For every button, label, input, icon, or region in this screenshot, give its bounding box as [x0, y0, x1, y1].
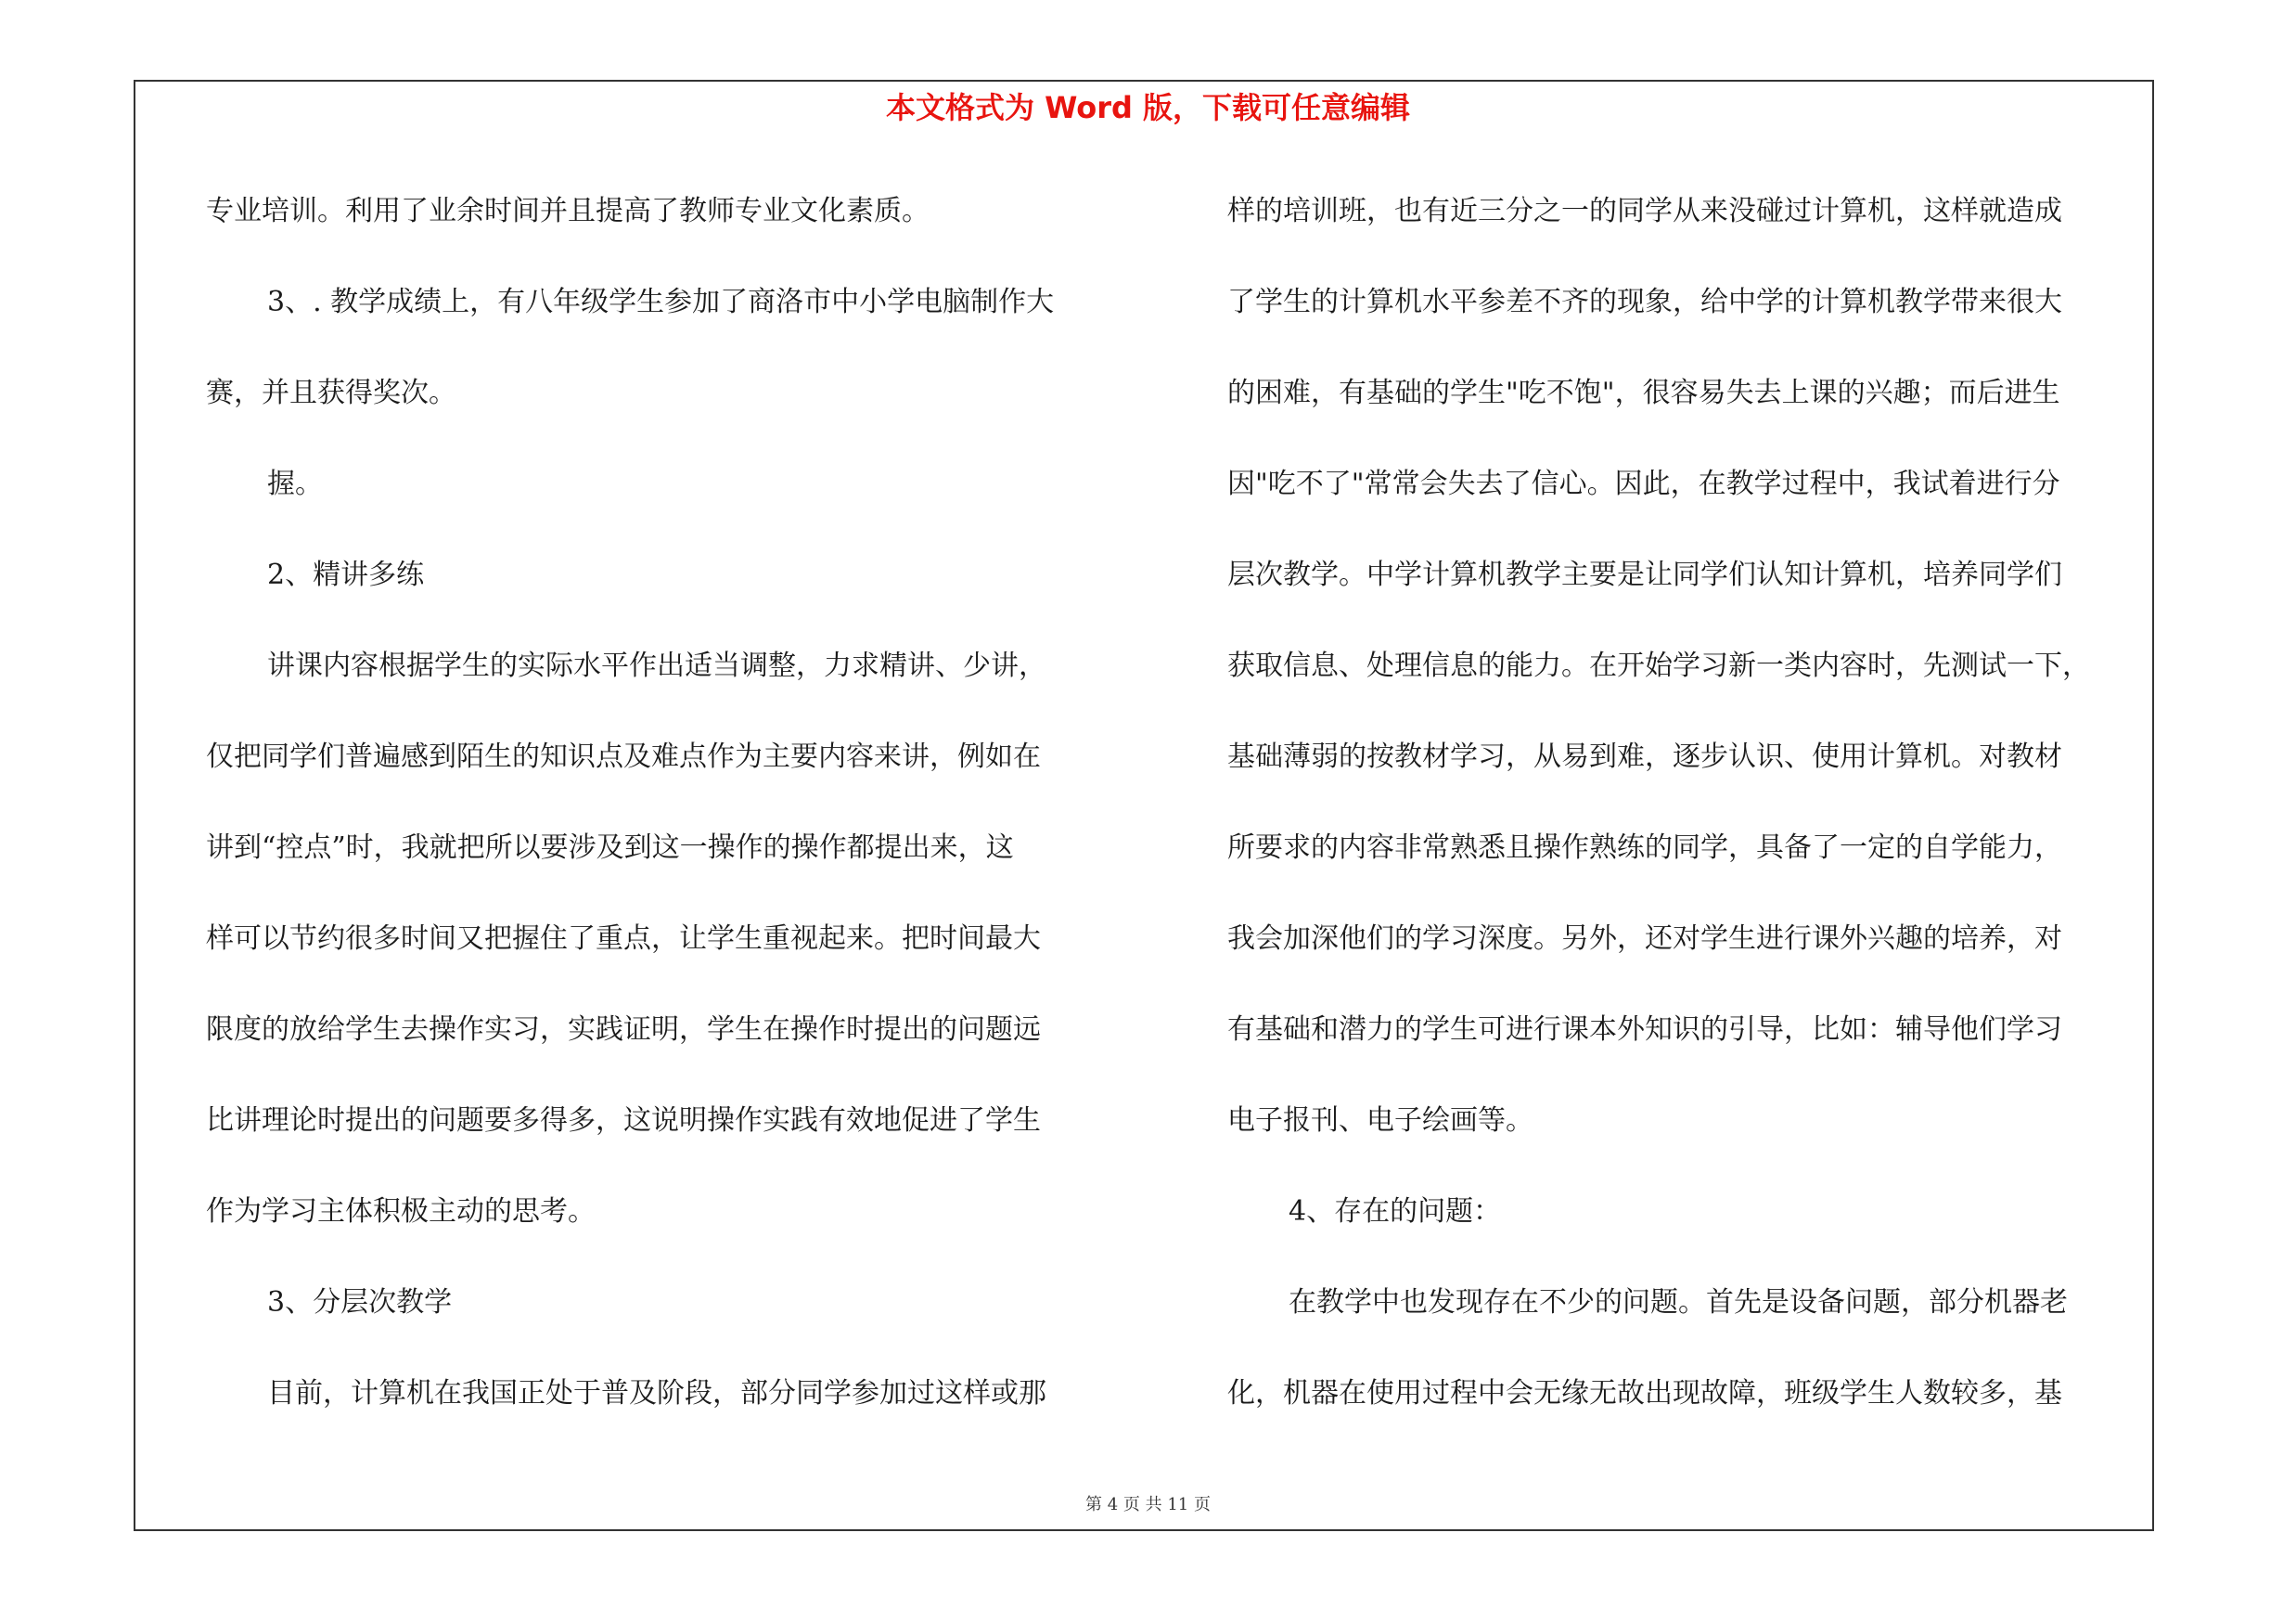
paragraph-line: 有基础和潜力的学生可进行课本外知识的引导，比如：辅导他们学习 — [1227, 1013, 2062, 1046]
paragraph-line: 化，机器在使用过程中会无缘无故出现故障，班级学生人数较多，基 — [1227, 1377, 2062, 1410]
page-number-footer: 第 4 页 共 11 页 — [1085, 1495, 1211, 1514]
document-banner: 本文格式为 Word 版，下载可任意编辑 — [885, 90, 1411, 125]
paragraph-line: 样的培训班，也有近三分之一的同学从来没碰过计算机，这样就造成 — [1227, 195, 2062, 227]
paragraph-line: 比讲理论时提出的问题要多得多，这说明操作实践有效地促进了学生 — [206, 1104, 1041, 1137]
paragraph-line: 因"吃不了"常常会失去了信心。因此，在教学过程中，我试着进行分 — [1227, 468, 2060, 500]
paragraph-line: 所要求的内容非常熟悉且操作熟练的同学，具备了一定的自学能力， — [1227, 831, 2062, 864]
paragraph-line: 作为学习主体积极主动的思考。 — [206, 1195, 596, 1228]
paragraph-line: 基础薄弱的按教材学习，从易到难，逐步认识、使用计算机。对教材 — [1227, 741, 2062, 773]
paragraph-line: 讲到“控点”时，我就把所以要涉及到这一操作的操作都提出来，这 — [206, 831, 1014, 864]
paragraph-line: 的困难，有基础的学生"吃不饱"，很容易失去上课的兴趣；而后进生 — [1227, 377, 2060, 409]
paragraph-line: 专业培训。利用了业余时间并且提高了教师专业文化素质。 — [206, 195, 930, 227]
paragraph-line: 赛，并且获得奖次。 — [206, 377, 456, 409]
paragraph-line: 3、. 教学成绩上，有八年级学生参加了商洛市中小学电脑制作大 — [267, 286, 1055, 318]
paragraph-line: 讲课内容根据学生的实际水平作出适当调整，力求精讲、少讲， — [267, 650, 1046, 682]
paragraph-line: 获取信息、处理信息的能力。在开始学习新一类内容时，先测试一下， — [1227, 650, 2090, 682]
paragraph-line: 限度的放给学生去操作实习，实践证明，学生在操作时提出的问题远 — [206, 1013, 1041, 1046]
section-heading: 4、存在的问题： — [1289, 1195, 1502, 1228]
paragraph-line: 电子报刊、电子绘画等。 — [1227, 1104, 1533, 1137]
paragraph-line: 仅把同学们普遍感到陌生的知识点及难点作为主要内容来讲，例如在 — [206, 741, 1041, 773]
paragraph-line: 握。 — [267, 468, 323, 500]
section-heading: 3、分层次教学 — [267, 1286, 453, 1319]
paragraph-line: 样可以节约很多时间又把握住了重点，让学生重视起来。把时间最大 — [206, 922, 1041, 955]
paragraph-line: 在教学中也发现存在不少的问题。首先是设备问题，部分机器老 — [1289, 1286, 2068, 1319]
paragraph-line: 我会加深他们的学习深度。另外，还对学生进行课外兴趣的培养，对 — [1227, 922, 2062, 955]
paragraph-line: 层次教学。中学计算机教学主要是让同学们认知计算机，培养同学们 — [1227, 559, 2062, 591]
section-heading: 2、精讲多练 — [267, 559, 425, 591]
paragraph-line: 目前，计算机在我国正处于普及阶段，部分同学参加过这样或那 — [267, 1377, 1046, 1410]
paragraph-line: 了学生的计算机水平参差不齐的现象，给中学的计算机教学带来很大 — [1227, 286, 2062, 318]
